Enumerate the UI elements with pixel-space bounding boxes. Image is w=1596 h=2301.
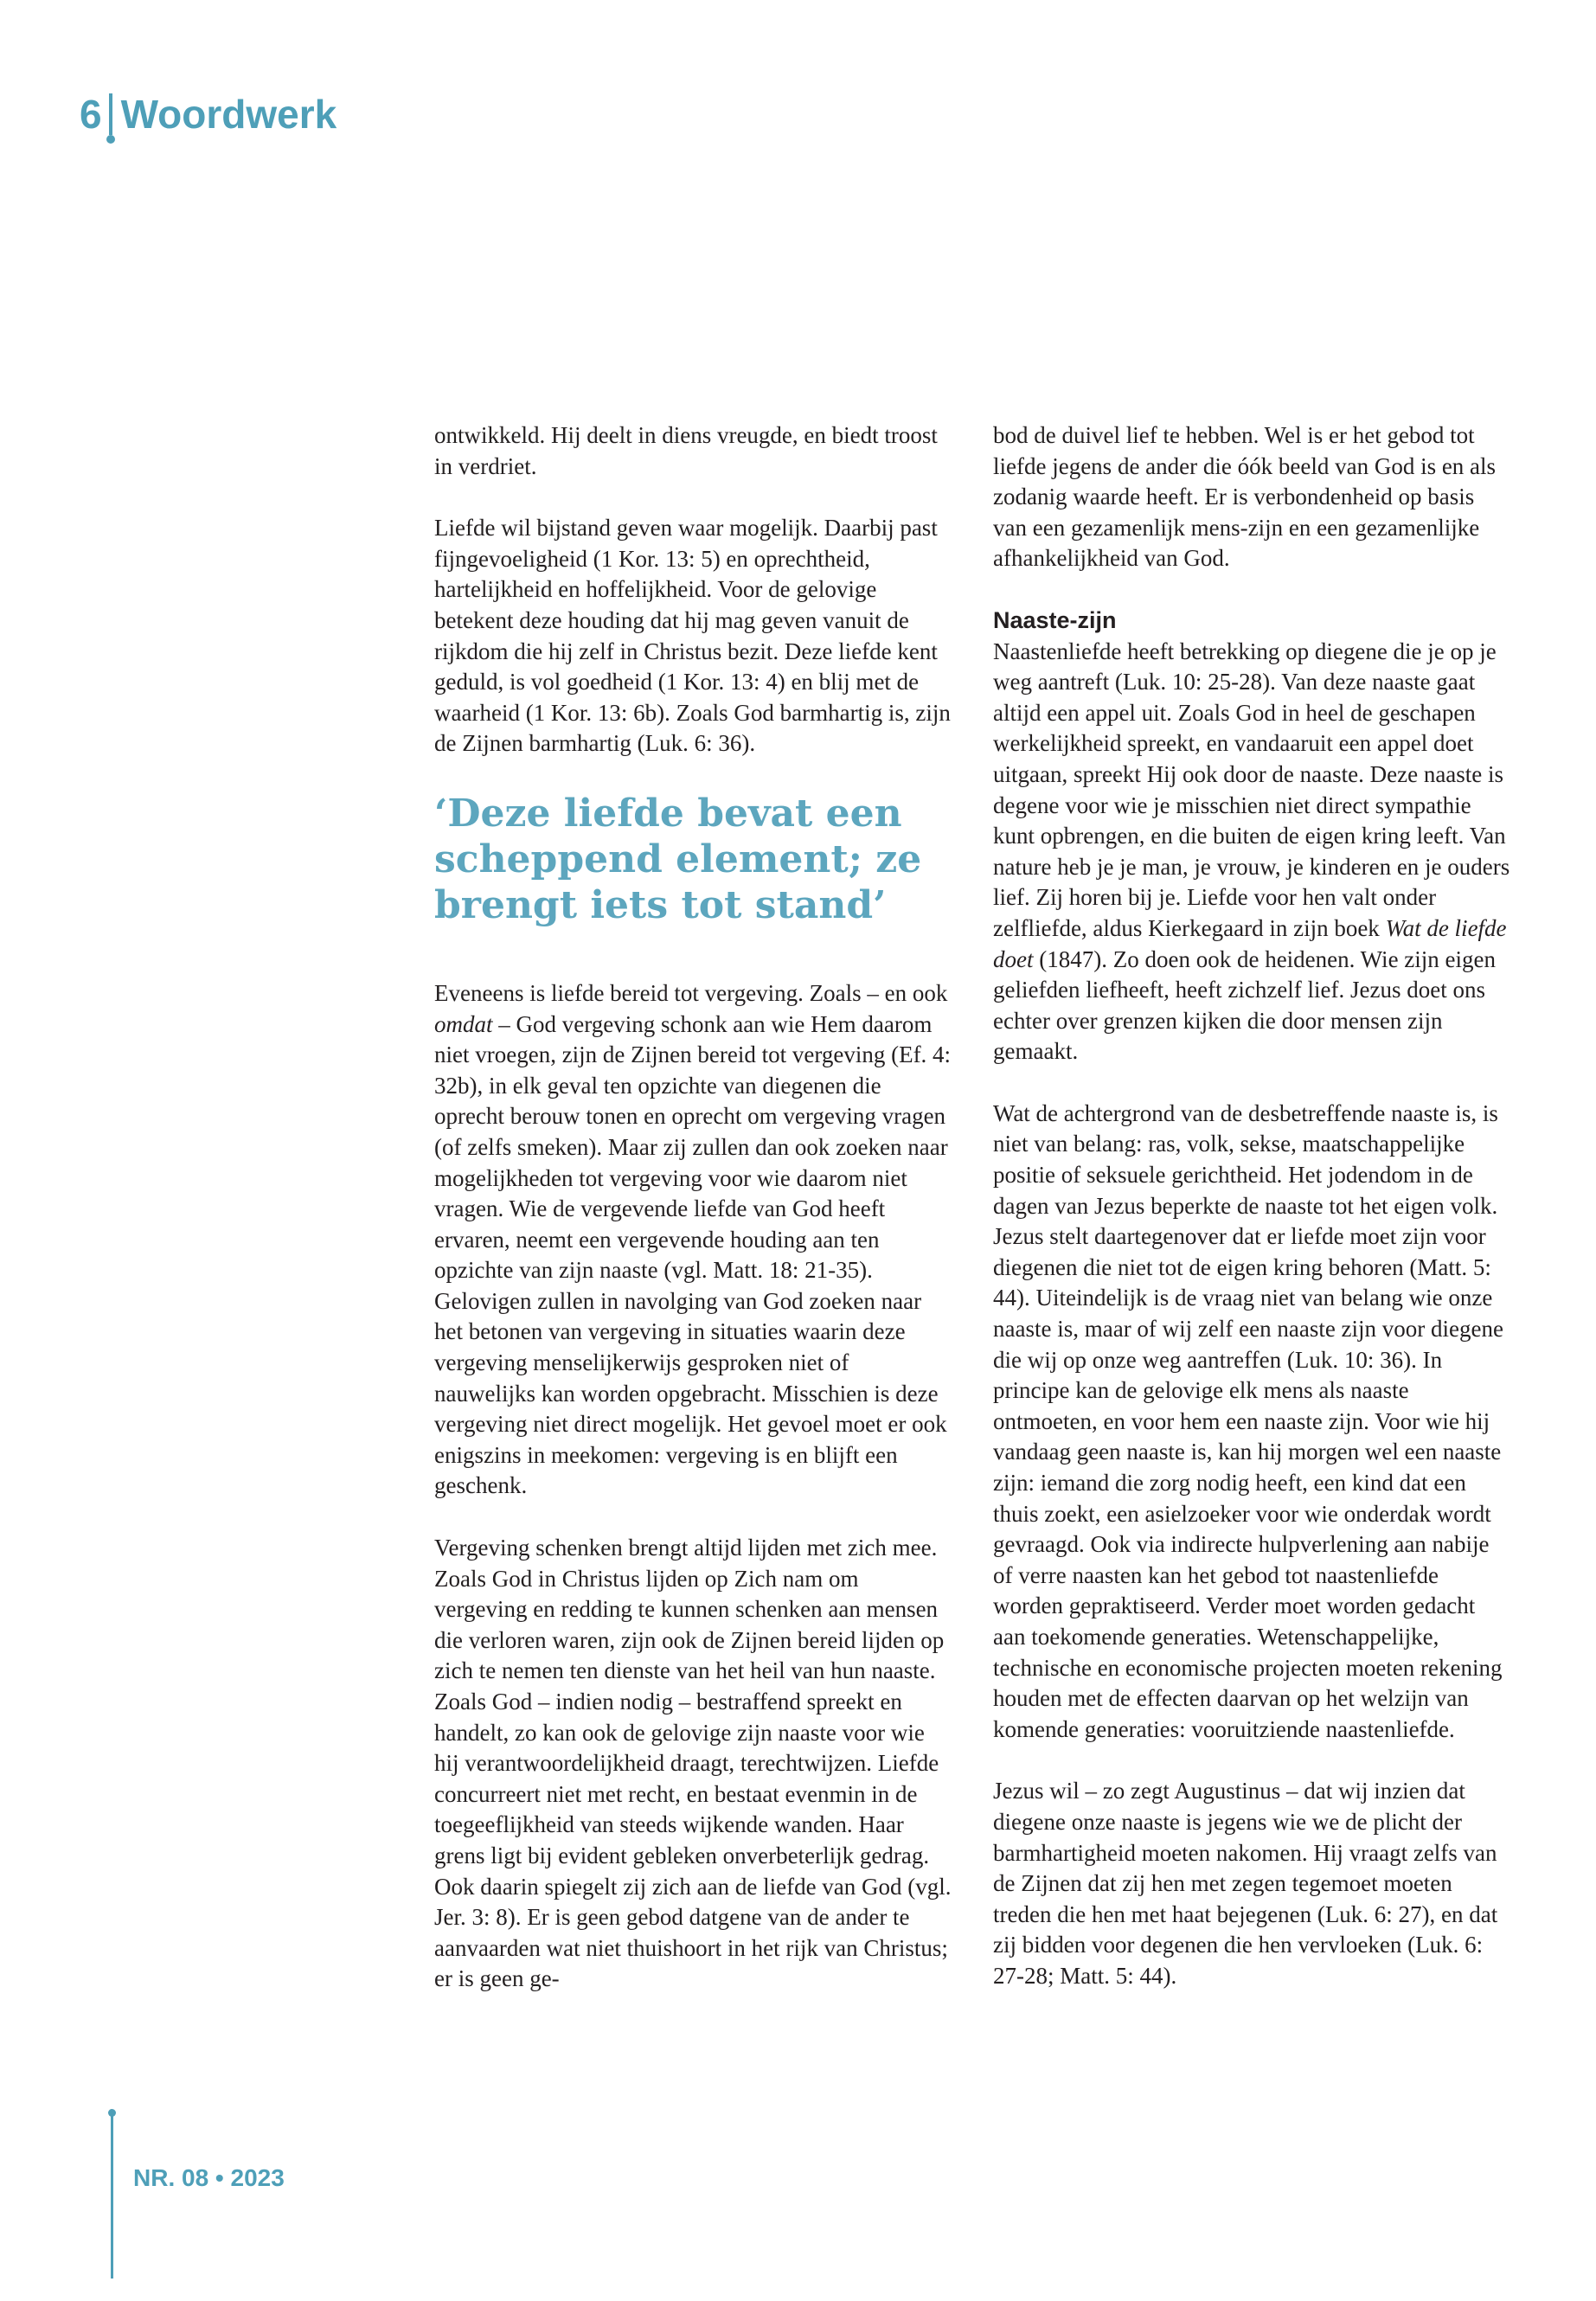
paragraph: Jezus wil – zo zegt Augustinus – dat wij inzien dat diegene onze naaste is jegens wie we de plicht der barmhartigheid moeten nakomen. Hij vraagt zelfs van de Zijnen dat zij hen met zegen tegemoet moeten treden die hen met haat bejegenen (Luk. 6: 27), en dat zij bidden voor degenen die hen vervloeken (Luk. 6: 27-28; Matt. 5: 44). (993, 1778, 1498, 1989)
paragraph: Liefde wil bijstand geven waar mogelijk. Daarbij past fijngevoeligheid (1 Kor. 13: 5) en oprechtheid, hartelijkheid en hoffelijkheid. Voor de gelovige betekent deze houding dat hij mag geven vanuit de rijkdom die hij zelf in Christus bezit. Deze liefde kent geduld, is vol goedheid (1 Kor. 13: 4) en blij met de waarheid (1 Kor. 13: 6b). Zoals God barmhartig is, zijn de Zijnen barmhartig (Luk. 6: 36). (434, 515, 951, 757)
issue-number: NR. 08 • 2023 (133, 2164, 285, 2191)
book-title: Wat de liefde doet (993, 914, 1507, 972)
left-column (434, 420, 953, 2026)
paragraph: bod de duivel lief te hebben. Wel is er het gebod tot liefde jegens de ander die óók beeld van God is en als zodanig waarde heeft. Er is verbondenheid op basis van een gezamenlijk mens-zijn en een gezamenlijke afhankelijkheid van God. (993, 422, 1497, 572)
page-header (80, 93, 337, 135)
paragraph: ontwikkeld. Hij deelt in diens vreugde, en biedt troost in verdriet. (434, 422, 938, 479)
paragraph: Vergeving schenken brengt altijd lijden met zich mee. Zoals God in Christus lijden op Zich nam om vergeving en redding te kunnen schenken aan mensen die verloren waren, zijn ook de Zijnen bereid lijden op zich te nemen ten dienste van het heil van hun naaste. Zoals God – indien nodig – bestraffend spreekt en handelt, zo kan ook de gelovige zijn naaste voor wie hij verantwoordelijkheid draagt, terechtwijzen. Liefde concurreert niet met recht, en bestaat evenmin in de toegeeflijkheid van steeds wijkende wanden. Haar grens ligt bij evident gebleken onverbeterlijk gedrag. Ook daarin spiegelt zij zich aan de liefde van God (vgl. Jer. 3: 8). Er is geen gebod datgene van de ander te aanvaarden wat niet thuishoort in het rijk van Christus; er is geen ge- (434, 1535, 952, 1992)
emphasis: omdat (434, 1010, 493, 1037)
header-divider (109, 93, 112, 135)
paragraph: Naastenliefde heeft betrekking op diegene die je op je weg aantreft (Luk. 10: 25-28). Van deze naaste gaat altijd een appel uit. Zoals God in heel de geschapen werkelijkheid spreekt, en vandaaruit een appel doet uitgaan, spreekt Hij ook door de naaste. Deze naaste is degene voor wie je misschien niet direct sympathie kunt opbrengen, en die buiten de eigen kring leeft. Van nature heb je je man, je vrouw, je kinderen en je ouders lief. Zij horen bij je. Liefde voor hen valt onder zelfliefde, aldus Kierkegaard in zijn boek Wat de liefde doet (1847). Zo doen ook de heidenen. Wie zijn eigen geliefden liefheeft, heeft zichzelf lief. Jezus doet ons echter over grenzen kijken die door mensen zijn gemaakt. (993, 638, 1510, 1065)
right-column (993, 420, 1512, 2023)
paragraph: Eveneens is liefde bereid tot vergeving. Zoals – en ook omdat – God vergeving schonk aan wie Hem daarom niet vroegen, zijn de Zijnen bereid tot vergeving (Ef. 4: 32b), in elk geval ten opzichte van diegenen die oprecht berouw tonen en oprecht om vergeving vragen (of zelfs smeken). Maar zij zullen dan ook zoeken naar mogelijkheden tot vergeving voor wie daarom niet vragen. Wie de vergevende liefde van God heeft ervaren, neemt een vergevende houding aan ten opzichte van zijn naaste (vgl. Matt. 18: 21-35). Gelovigen zullen in navolging van God zoeken naar het betonen van vergeving in situaties waarin deze vergeving menselijkerwijs gesproken niet of nauwelijks kan worden opgebracht. Misschien is deze vergeving niet direct mogelijk. Het gevoel moet er ook enigszins in meekomen: vergeving is en blijft een geschenk. (434, 979, 952, 1499)
footer-divider (111, 2114, 113, 2279)
page-number: 6 (80, 92, 102, 137)
subheading: Naaste-zijn (993, 606, 1117, 633)
pull-quote: ‘Deze liefde bevat een scheppend element; ze brengt iets tot stand’ (434, 791, 922, 927)
paragraph: Wat de achtergrond van de desbetreffende naaste is, is niet van belang: ras, volk, sekse, maatschappelijke positie of seksuele gerichtheid. Het jodendom in de dagen van Jezus beperkte de naaste tot het eigen volk. Jezus stelt daartegenover dat er liefde moet zijn voor diegenen die niet tot de eigen kring behoren (Matt. 5: 44). Uiteindelijk is de vraag niet van belang wie onze naaste is, maar of wij zelf een naaste zijn voor diegene die wij op onze weg aantreffen (Luk. 10: 36). In principe kan de gelovige elk mens als naaste ontmoeten, en voor hem een naaste zijn. Voor wie hij vandaag geen naaste is, kan hij morgen wel een naaste zijn: iemand die zorg nodig heeft, een kind dat een thuis zoekt, een asielzoeker voor wie onderdak wordt gevraagd. Ook via indirecte hulpverlening aan nabije of verre naasten kan het gebod tot naastenliefde worden gepraktiseerd. Verder moet worden gedacht aan toekomende generaties. Wetenschappelijke, technische en economische projecten moeten rekening houden met de effecten daarvan op het welzijn van komende generaties: vooruitziende naastenliefde. (993, 1099, 1503, 1742)
section-title: Woordwerk (120, 92, 337, 137)
